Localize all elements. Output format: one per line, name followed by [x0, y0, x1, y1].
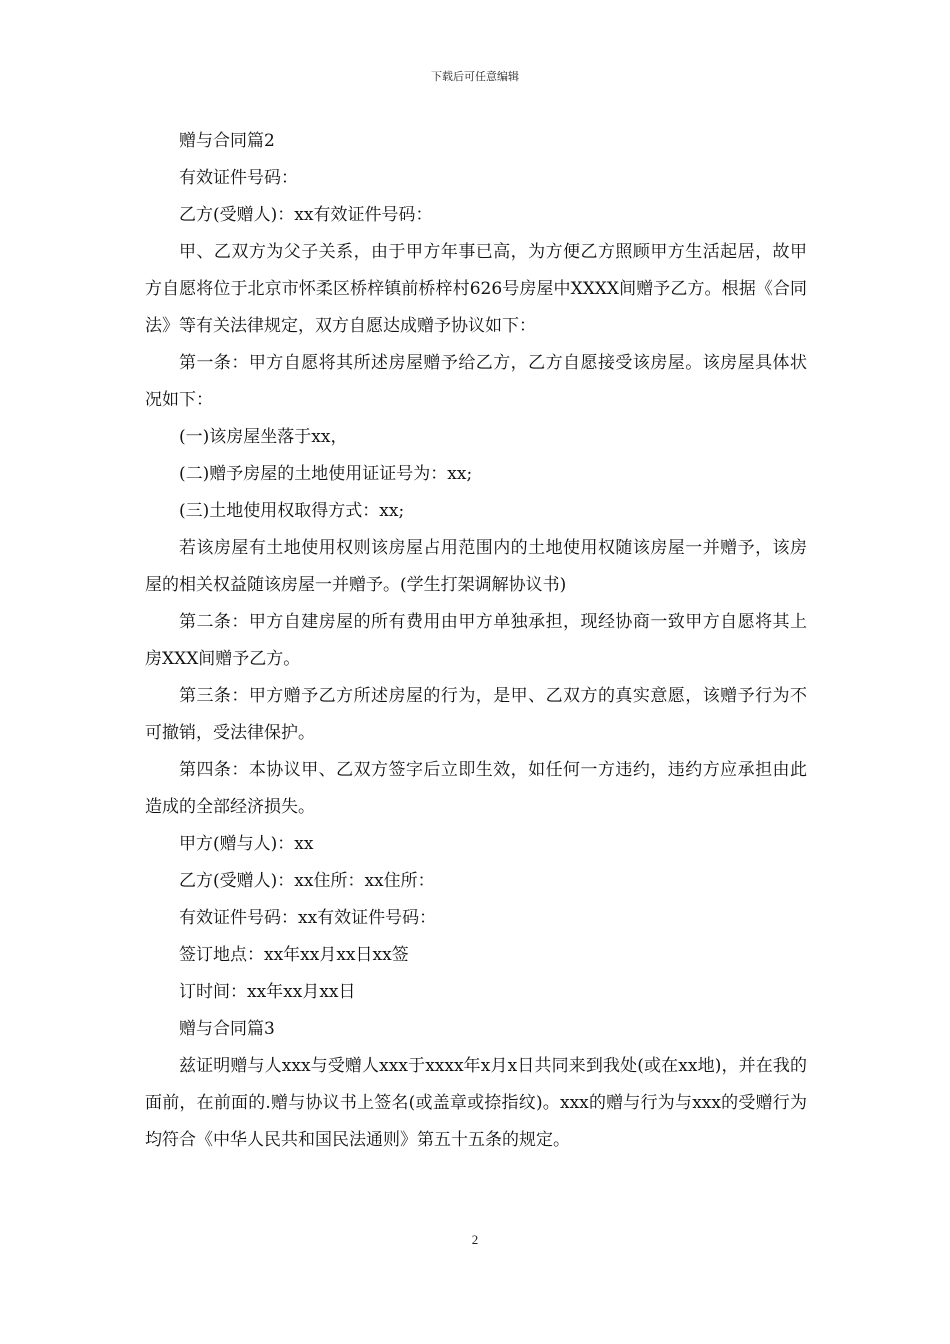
- paragraph: 订时间：xx年xx月xx日: [179, 982, 356, 1002]
- page-header-note: 下载后可任意编辑: [431, 70, 519, 83]
- paragraph: 签订地点：xx年xx月xx日xx签: [179, 945, 409, 965]
- paragraph: 乙方(受赠人)：xx有效证件号码：: [179, 205, 433, 225]
- paragraph: 第四条：本协议甲、乙双方签字后立即生效，如任何一方违约，违约方应承担由此造成的全部经济损失。: [145, 760, 807, 817]
- paragraph: 有效证件号码：: [179, 168, 298, 188]
- paragraph: 第二条：甲方自建房屋的所有费用由甲方单独承担，现经协商一致甲方自愿将其上房XXX间赠予乙方。: [145, 612, 807, 669]
- paragraph: 第三条：甲方赠予乙方所述房屋的行为，是甲、乙双方的真实意愿，该赠予行为不可撤销，受法律保护。: [145, 686, 807, 743]
- paragraph: 若该房屋有土地使用权则该房屋占用范围内的土地使用权随该房屋一并赠予，该房屋的相关权益随该房屋一并赠予。(学生打架调解协议书): [145, 538, 807, 595]
- section-title: 赠与合同篇2: [179, 131, 275, 151]
- paragraph: (二)赠予房屋的土地使用证证号为：xx;: [179, 464, 473, 484]
- document-body: [145, 123, 807, 1159]
- paragraph: 第一条：甲方自愿将其所述房屋赠予给乙方，乙方自愿接受该房屋。该房屋具体状况如下：: [145, 353, 807, 410]
- paragraph: 兹证明赠与人xxx与受赠人xxx于xxxx年x月x日共同来到我处(或在xx地)，并在我的面前，在前面的.赠与协议书上签名(或盖章或捺指纹)。xxx的赠与行为与xxx的受赠行为均符合《中华人民共和国民法通则》第五十五条的规定。: [145, 1056, 807, 1150]
- paragraph: (一)该房屋坐落于xx，: [179, 427, 348, 447]
- section-title: 赠与合同篇3: [179, 1019, 275, 1039]
- paragraph: 甲方(赠与人)：xx: [179, 834, 314, 854]
- paragraph: (三)土地使用权取得方式：xx;: [179, 501, 405, 521]
- paragraph: 甲、乙双方为父子关系，由于甲方年事已高，为方便乙方照顾甲方生活起居，故甲方自愿将位于北京市怀柔区桥梓镇前桥梓村626号房屋中XXXX间赠予乙方。根据《合同法》等有关法律规定，双方自愿达成赠予协议如下：: [145, 242, 807, 336]
- paragraph: 有效证件号码：xx有效证件号码：: [179, 908, 437, 928]
- paragraph: 乙方(受赠人)：xx住所：xx住所：: [179, 871, 435, 891]
- page-number: 2: [471, 1232, 479, 1247]
